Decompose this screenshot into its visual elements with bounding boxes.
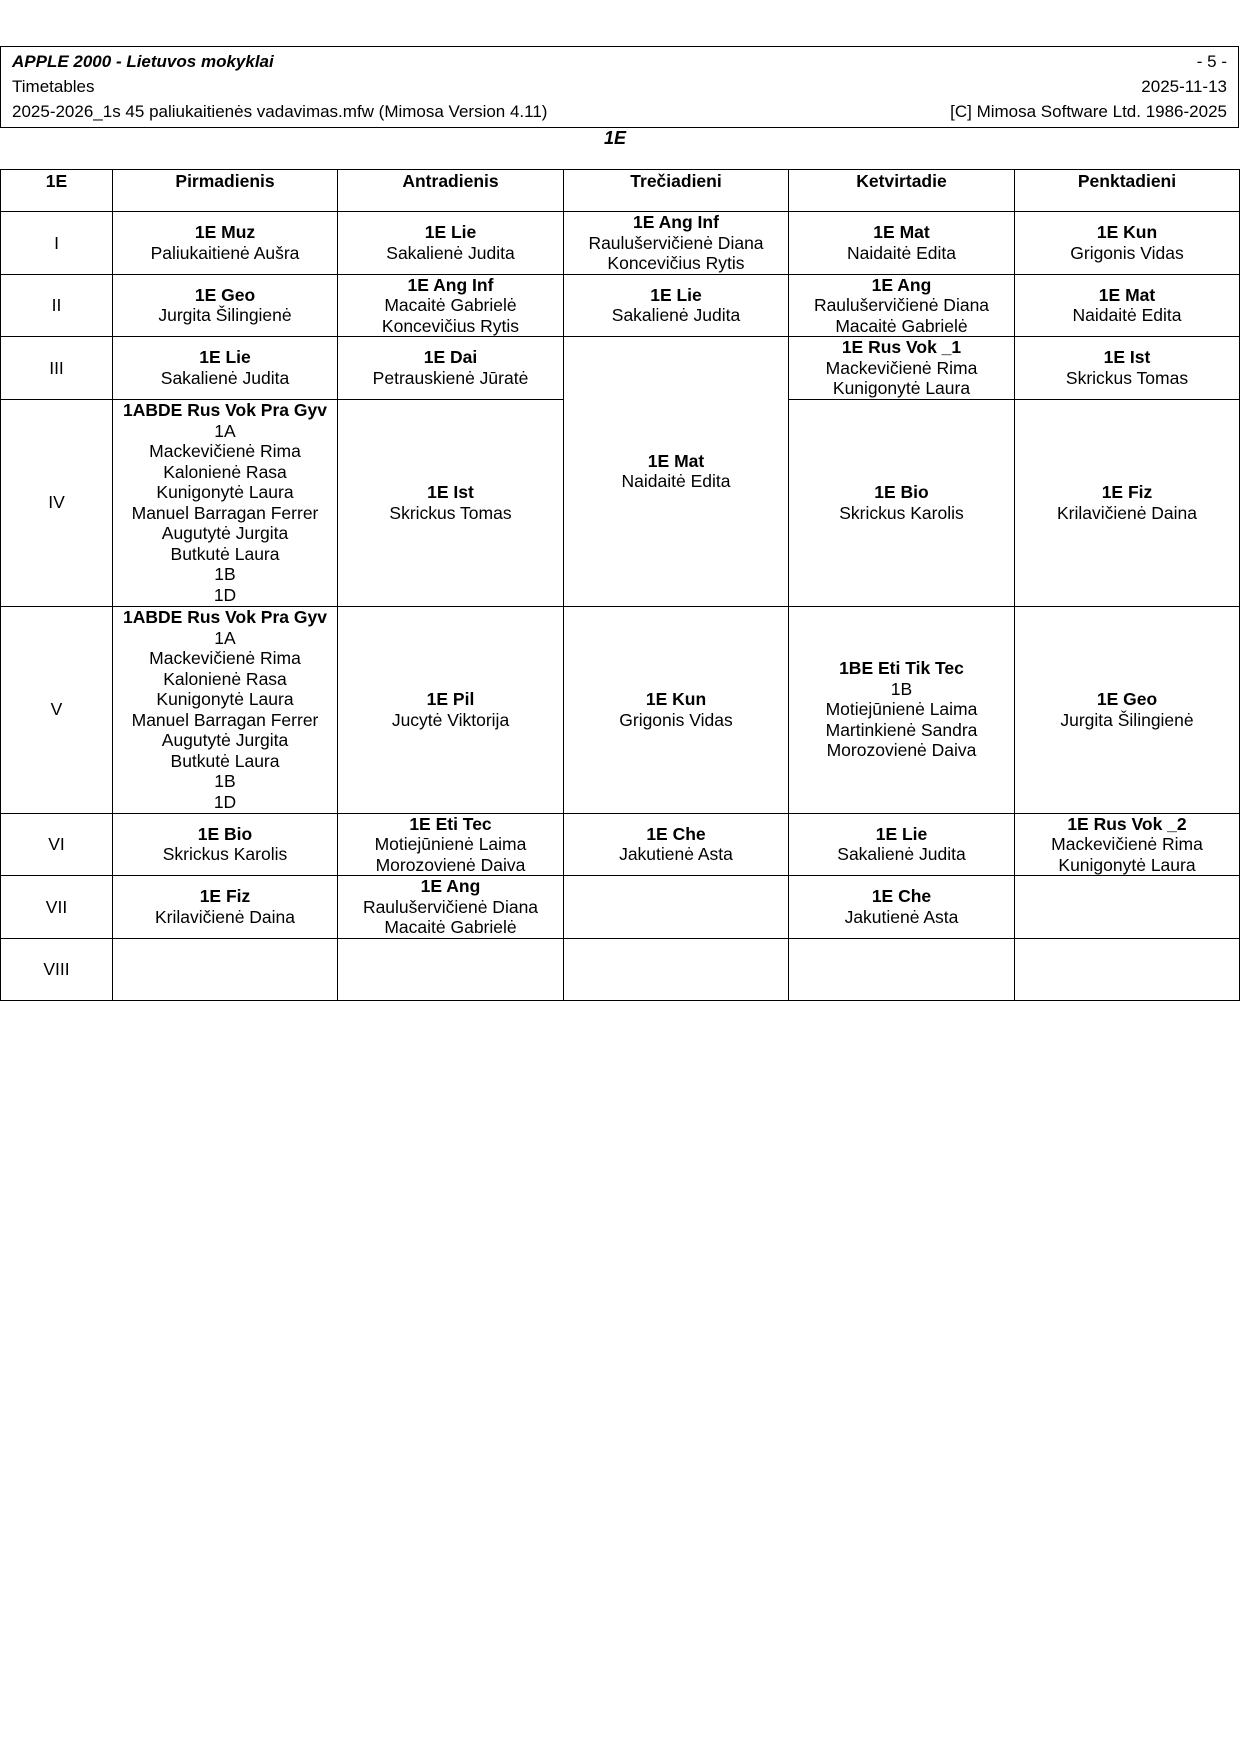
- lesson-detail-line: Krilavičienė Daina: [154, 906, 296, 927]
- timetable: [0, 169, 1240, 1001]
- lesson-subject: 1E Fiz: [199, 886, 251, 907]
- lesson-cell: [338, 337, 564, 400]
- lesson-subject: 1E Muz: [194, 222, 256, 243]
- lesson-detail-line: Motiejūnienė Laima: [374, 834, 527, 854]
- lesson-cell: [1015, 212, 1240, 275]
- lesson-subject: 1E Bio: [874, 482, 929, 502]
- lesson-detail-line: Skrickus Karolis: [162, 844, 288, 865]
- lesson-cell: [1015, 337, 1240, 400]
- lesson-detail-line: Sakalienė Judita: [611, 305, 741, 326]
- lesson-detail-line: Manuel Barragan Ferrer: [131, 502, 319, 523]
- lesson-subject: 1E Geo: [1096, 689, 1158, 709]
- lesson-detail-line: Krilavičienė Daina: [1056, 502, 1198, 523]
- lesson-cell: [789, 876, 1015, 939]
- lesson-cell: [789, 399, 1015, 606]
- lesson-detail-line: Jurgita Šilingienė: [158, 305, 292, 326]
- lesson-subject: 1ABDE Rus Vok Pra Gyv: [123, 400, 327, 420]
- table-header-row: [1, 170, 1240, 212]
- empty-cell: [789, 938, 1015, 1000]
- lesson-detail-line: 1A: [214, 420, 236, 441]
- lesson-detail-line: Jucytė Viktorija: [391, 709, 510, 730]
- class-title: 1E: [603, 128, 627, 148]
- lesson-cell: [338, 274, 564, 337]
- lesson-detail-line: Motiejūnienė Laima: [825, 699, 978, 720]
- lesson-subject: 1E Mat: [1098, 284, 1156, 305]
- report-date: 2025-11-13: [1141, 77, 1227, 96]
- lesson-detail-line: 1B: [214, 564, 236, 584]
- file-info: 2025-2026_1s 45 paliukaitienės vadavimas.mfw (Mimosa Version 4.11): [12, 102, 548, 121]
- lesson-detail-line: Morozovienė Daiva: [375, 854, 526, 875]
- table-row: [1, 876, 1240, 939]
- period-label: V: [1, 606, 113, 813]
- lesson-detail-line: 1D: [213, 584, 237, 605]
- lesson-detail-line: Skrickus Karolis: [839, 502, 964, 523]
- table-row: [1, 337, 1240, 400]
- lesson-detail-line: Petrauskienė Jūratė: [372, 367, 529, 388]
- lesson-detail-line: Grigonis Vidas: [619, 709, 733, 730]
- period-label: IV: [1, 399, 113, 606]
- lesson-detail-line: Butkutė Laura: [170, 543, 280, 564]
- lesson-detail-line: Mackevičienė Rima: [149, 648, 301, 668]
- lesson-detail-line: Morozovienė Daiva: [826, 740, 977, 761]
- lesson-cell: [1015, 606, 1240, 813]
- lesson-subject: 1E Che: [646, 823, 706, 844]
- lesson-subject: 1E Lie: [650, 284, 702, 305]
- lesson-cell: [564, 813, 789, 876]
- lesson-detail-line: 1B: [214, 771, 236, 791]
- empty-cell: [564, 876, 789, 939]
- lesson-detail-line: 1D: [213, 791, 237, 812]
- lesson-subject: 1BE Eti Tik Tec: [839, 658, 964, 679]
- lesson-subject: 1E Rus Vok _2: [1067, 813, 1187, 834]
- day-header-thursday: Ketvirtadie: [789, 170, 1015, 212]
- report-header: [0, 46, 1239, 128]
- lesson-detail-line: Kalonienė Rasa: [163, 668, 287, 689]
- lesson-detail-line: Macaitė Gabrielė: [384, 295, 517, 315]
- lesson-subject: 1E Ang Inf: [407, 274, 494, 295]
- lesson-cell: [1015, 274, 1240, 337]
- lesson-subject: 1E Che: [871, 886, 932, 907]
- lesson-detail-line: Naidaitė Edita: [847, 242, 956, 263]
- lesson-subject: 1E Rus Vok _1: [841, 337, 962, 357]
- lesson-subject: 1ABDE Rus Vok Pra Gyv: [123, 607, 327, 627]
- lesson-detail-line: Naidaitė Edita: [621, 471, 731, 492]
- lesson-detail-line: Skrickus Tomas: [1065, 367, 1189, 388]
- period-label: II: [1, 274, 113, 337]
- lesson-detail-line: Augutytė Jurgita: [161, 523, 289, 543]
- empty-cell: [564, 938, 789, 1000]
- lesson-cell: [564, 606, 789, 813]
- lesson-subject: 1E Lie: [199, 347, 251, 368]
- table-row: [1, 813, 1240, 876]
- lesson-cell: [113, 813, 338, 876]
- lesson-detail-line: Jurgita Šilingienė: [1060, 709, 1194, 730]
- lesson-subject: 1E Fiz: [1101, 482, 1153, 502]
- period-label: III: [1, 337, 113, 400]
- lesson-cell: [789, 337, 1015, 400]
- lesson-subject: 1E Ang: [871, 274, 932, 295]
- lesson-cell: [113, 212, 338, 275]
- table-row: [1, 938, 1240, 1000]
- lesson-detail-line: Augutytė Jurgita: [161, 730, 289, 750]
- lesson-detail-line: Martinkienė Sandra: [825, 719, 978, 740]
- lesson-cell: [338, 876, 564, 939]
- lesson-cell: [113, 876, 338, 939]
- lesson-cell: [338, 606, 564, 813]
- day-header-monday: Pirmadienis: [113, 170, 338, 212]
- lesson-subject: 1E Eti Tec: [409, 813, 492, 834]
- lesson-detail-line: Paliukaitienė Aušra: [150, 242, 300, 263]
- app-title: APPLE 2000 - Lietuvos mokyklai: [12, 52, 274, 71]
- page-number: - 5 -: [1196, 52, 1227, 71]
- lesson-detail-line: Raulušervičienė Diana: [362, 896, 539, 917]
- table-row: [1, 274, 1240, 337]
- lesson-detail-line: Raulušervičienė Diana: [813, 295, 990, 315]
- lesson-cell: [113, 399, 338, 606]
- lesson-detail-line: Macaitė Gabrielė: [384, 917, 517, 937]
- empty-cell: [113, 938, 338, 1000]
- lesson-cell: [564, 274, 789, 337]
- lesson-detail-line: Sakalienė Judita: [837, 844, 966, 865]
- lesson-subject: 1E Ang Inf: [633, 212, 719, 232]
- lesson-detail-line: Jakutienė Asta: [619, 844, 733, 865]
- lesson-cell: [789, 606, 1015, 813]
- day-header-wednesday: Trečiadieni: [564, 170, 789, 212]
- lesson-detail-line: Mackevičienė Rima: [149, 441, 301, 461]
- lesson-detail-line: Mackevičienė Rima: [825, 357, 978, 378]
- lesson-subject: 1E Mat: [647, 450, 705, 471]
- period-label: VI: [1, 813, 113, 876]
- lesson-detail-line: Skrickus Tomas: [389, 502, 512, 523]
- empty-cell: [338, 938, 564, 1000]
- empty-cell: [1015, 938, 1240, 1000]
- lesson-detail-line: Kunigonytė Laura: [156, 689, 294, 709]
- lesson-detail-line: Kalonienė Rasa: [163, 461, 287, 482]
- lesson-subject: 1E Geo: [194, 284, 256, 305]
- lesson-detail-line: Koncevičius Rytis: [381, 315, 520, 336]
- lesson-detail-line: Kunigonytė Laura: [832, 378, 971, 398]
- lesson-detail-line: Sakalienė Judita: [386, 242, 515, 263]
- lesson-subject: 1E Kun: [1096, 222, 1158, 243]
- lesson-cell: [338, 399, 564, 606]
- lesson-subject: 1E Ang: [420, 876, 481, 896]
- lesson-cell: [564, 337, 789, 607]
- table-row: [1, 606, 1240, 813]
- lesson-subject: 1E Bio: [197, 823, 253, 844]
- lesson-detail-line: Jakutienė Asta: [844, 906, 959, 927]
- corner-class-cell: 1E: [1, 170, 113, 212]
- lesson-cell: [789, 813, 1015, 876]
- lesson-cell: [338, 813, 564, 876]
- lesson-cell: [789, 212, 1015, 275]
- lesson-detail-line: Raulušervičienė Diana: [588, 232, 764, 253]
- lesson-cell: [113, 337, 338, 400]
- lesson-detail-line: Kunigonytė Laura: [156, 482, 294, 502]
- empty-cell: [1015, 876, 1240, 939]
- lesson-cell: [113, 606, 338, 813]
- lesson-detail-line: Manuel Barragan Ferrer: [131, 709, 319, 730]
- period-label: VII: [1, 876, 113, 939]
- lesson-subject: 1E Ist: [427, 482, 474, 502]
- lesson-detail-line: Butkutė Laura: [170, 750, 280, 771]
- lesson-cell: [1015, 399, 1240, 606]
- lesson-cell: [113, 274, 338, 337]
- lesson-detail-line: Grigonis Vidas: [1070, 242, 1184, 263]
- copyright: [C] Mimosa Software Ltd. 1986-2025: [950, 102, 1227, 121]
- period-label: I: [1, 212, 113, 275]
- lesson-detail-line: Kunigonytė Laura: [1058, 854, 1196, 875]
- lesson-cell: [564, 212, 789, 275]
- lesson-detail-line: Naidaitė Edita: [1072, 305, 1182, 326]
- report-name: Timetables: [12, 77, 95, 96]
- lesson-subject: 1E Dai: [423, 347, 478, 368]
- lesson-subject: 1E Ist: [1103, 347, 1151, 368]
- lesson-subject: 1E Lie: [875, 823, 928, 844]
- table-row: [1, 212, 1240, 275]
- lesson-cell: [1015, 813, 1240, 876]
- lesson-cell: [789, 274, 1015, 337]
- lesson-detail-line: Koncevičius Rytis: [607, 253, 745, 273]
- lesson-subject: 1E Lie: [424, 222, 477, 243]
- lesson-detail-line: 1A: [214, 627, 236, 648]
- lesson-detail-line: Macaitė Gabrielė: [835, 315, 968, 336]
- day-header-tuesday: Antradienis: [338, 170, 564, 212]
- lesson-subject: 1E Pil: [426, 689, 475, 709]
- lesson-detail-line: 1B: [890, 678, 913, 699]
- period-label: VIII: [1, 938, 113, 1000]
- lesson-detail-line: Sakalienė Judita: [160, 367, 290, 388]
- lesson-cell: [338, 212, 564, 275]
- lesson-subject: 1E Kun: [645, 689, 707, 709]
- lesson-subject: 1E Mat: [873, 222, 930, 243]
- day-header-friday: Penktadieni: [1015, 170, 1240, 212]
- lesson-detail-line: Mackevičienė Rima: [1051, 834, 1203, 854]
